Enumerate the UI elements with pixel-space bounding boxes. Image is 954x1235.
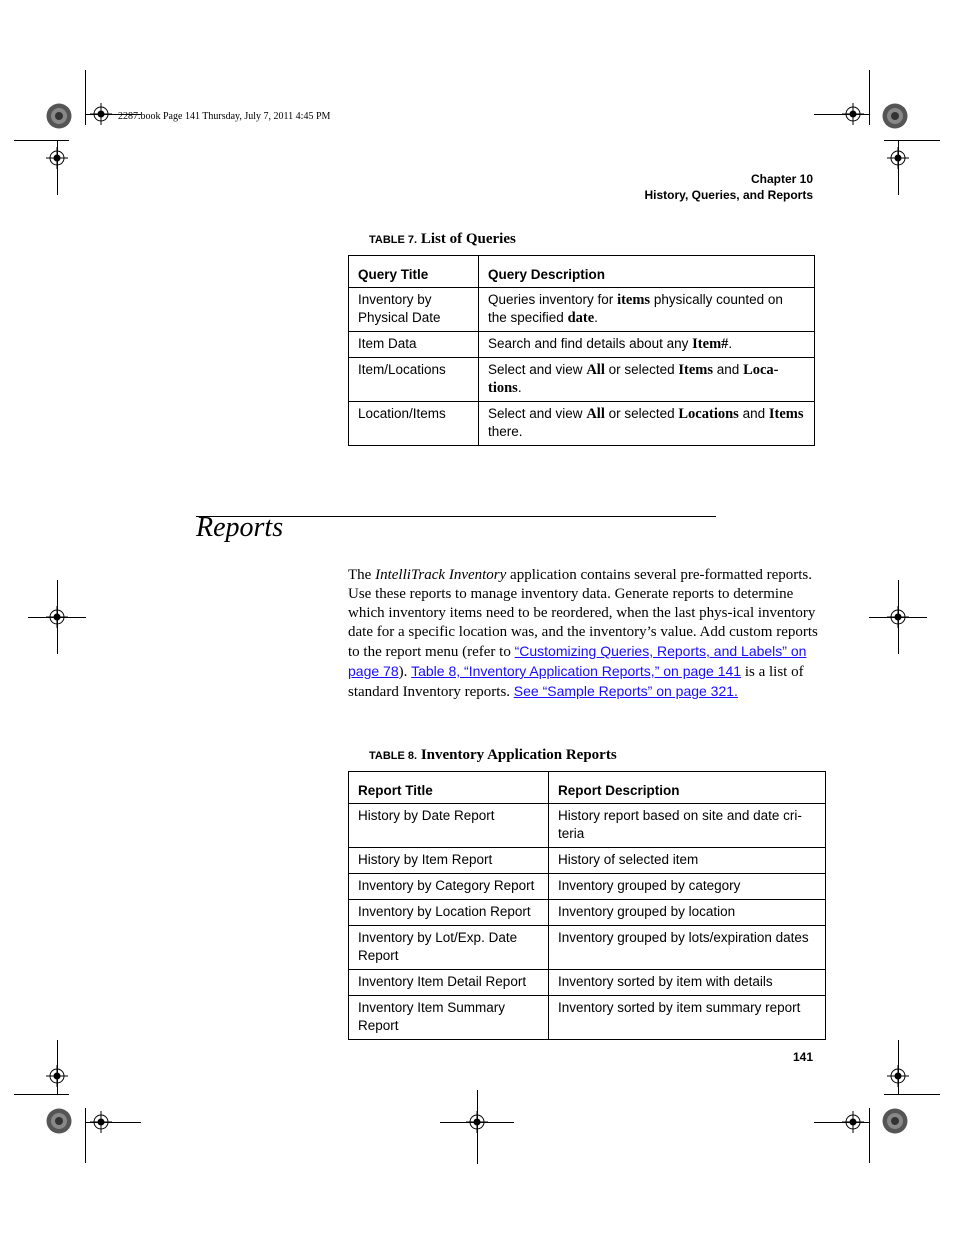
reports-table [348, 771, 826, 1040]
header-chapter: Chapter 10 [750, 172, 813, 186]
registration-mark-icon [466, 1111, 488, 1133]
registration-mark-icon [887, 606, 909, 628]
starburst-mark-icon [882, 103, 908, 129]
report-description-cell: Inventory grouped by category [549, 874, 826, 900]
body-text: ). [398, 664, 412, 680]
page-number: 141 [792, 1050, 813, 1064]
queries-table [348, 255, 815, 446]
table-row [349, 900, 826, 926]
table-row [349, 848, 826, 874]
report-description-cell: Inventory grouped by lots/expiration dates [549, 926, 826, 970]
column-header: Report Description [549, 772, 826, 804]
column-header: Report Title [349, 772, 549, 804]
link-sample-reports[interactable]: See “Sample Reports” on page 321. [513, 683, 738, 699]
body-text: is a list of standard Inventory reports. [348, 664, 804, 700]
table-row [349, 804, 826, 848]
starburst-mark-icon [882, 1108, 908, 1134]
body-text: The [348, 567, 376, 583]
query-description-cell: Select and view All or selected Locations and Items there. [479, 402, 815, 446]
table-row [349, 996, 826, 1040]
report-description-cell: History of selected item [549, 848, 826, 874]
table8-caption [369, 747, 617, 764]
table8-title: Inventory Application Reports [420, 747, 617, 763]
report-title-cell: Inventory Item Summary Report [349, 996, 549, 1040]
report-title-cell: Inventory by Lot/Exp. Date Report [349, 926, 549, 970]
link-customizing-queries[interactable]: “Customizing Queries, Reports, and Labels” on page 78 [348, 643, 807, 679]
column-header: Query Title [349, 256, 479, 288]
query-title-cell: Location/Items [349, 402, 479, 446]
registration-mark-icon [90, 1111, 112, 1133]
link-table-8[interactable]: Table 8, “Inventory Application Reports,” on page 141 [411, 663, 742, 679]
report-title-cell: Inventory by Location Report [349, 900, 549, 926]
report-description-cell: Inventory sorted by item summary report [549, 996, 826, 1040]
table7-title: List of Queries [420, 231, 516, 247]
section-heading: Reports [196, 512, 284, 543]
query-title-cell: Item Data [349, 332, 479, 358]
report-title-cell: History by Item Report [349, 848, 549, 874]
table8-number: TABLE 8. [369, 750, 418, 762]
query-title-cell: Inventory by Physical Date [349, 288, 479, 332]
section-body [348, 566, 818, 702]
print-slug: 2287.book Page 141 Thursday, July 7, 2011 4:45 PM [118, 111, 331, 122]
app-name: IntelliTrack Inventory [375, 567, 507, 583]
registration-mark-icon [842, 103, 864, 125]
registration-mark-icon [887, 1065, 909, 1087]
query-description-cell: Search and find details about any Item#. [479, 332, 815, 358]
starburst-mark-icon [46, 1108, 72, 1134]
starburst-mark-icon [46, 103, 72, 129]
table-row [349, 874, 826, 900]
report-title-cell: History by Date Report [349, 804, 549, 848]
registration-mark-icon [46, 606, 68, 628]
table-row [349, 288, 815, 332]
table7-caption [369, 231, 516, 248]
report-description-cell: Inventory sorted by item with details [549, 970, 826, 996]
column-header: Query Description [479, 256, 815, 288]
report-description-cell: History report based on site and date cri-teria [549, 804, 826, 848]
table-row [349, 358, 815, 402]
table-row [349, 332, 815, 358]
table-row [349, 926, 826, 970]
registration-mark-icon [90, 103, 112, 125]
registration-mark-icon [46, 1065, 68, 1087]
report-description-cell: Inventory grouped by location [549, 900, 826, 926]
table-row [349, 402, 815, 446]
query-title-cell: Item/Locations [349, 358, 479, 402]
query-description-cell: Queries inventory for items physically counted on the specified date. [479, 288, 815, 332]
table-row [349, 970, 826, 996]
registration-mark-icon [887, 147, 909, 169]
registration-mark-icon [46, 147, 68, 169]
query-description-cell: Select and view All or selected Items and Loca-tions. [479, 358, 815, 402]
body-text: application contains several pre-formatted reports. Use these reports to manage inventory data. Generate reports to determine which inventory items need to be reordered, when the last phys-ical inventory date for a specific location was, and the inventory’s value. Add custom reports to the report menu (refer to [348, 567, 818, 660]
report-title-cell: Inventory Item Detail Report [349, 970, 549, 996]
table7-number: TABLE 7. [369, 234, 418, 246]
registration-mark-icon [842, 1111, 864, 1133]
header-section: History, Queries, and Reports [644, 188, 813, 202]
report-title-cell: Inventory by Category Report [349, 874, 549, 900]
